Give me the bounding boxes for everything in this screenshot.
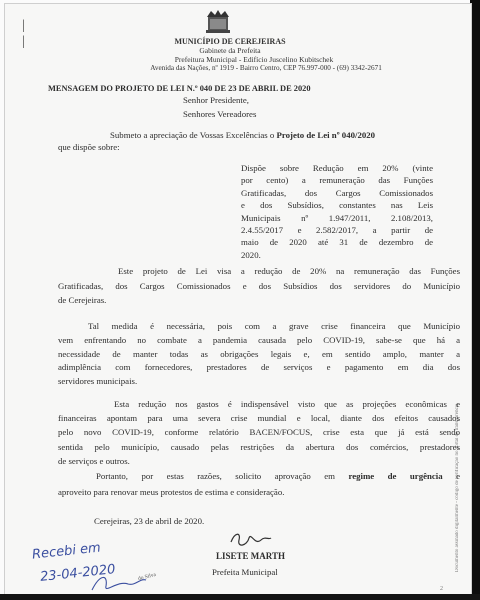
- p2-line: adimplência com fornecedores, prestadores de serviços e pagamento em dia dos: [58, 362, 460, 373]
- handwritten-received: Recebi em: [31, 540, 102, 563]
- closing-prefix: Portanto, por estas razões, solicito aprovação em: [96, 471, 349, 481]
- p3-line: de serviços e outros.: [58, 455, 130, 466]
- side-verification-code: Documento assinado digitalmente - código de verificação no portal de transparência: [455, 403, 460, 572]
- submission-prefix: Submeto a apreciação de Vossas Excelências o: [110, 130, 277, 140]
- margin-mark: |: [22, 18, 25, 33]
- p1-line: Este projeto de Lei visa a redução de 20% na remuneração das Funções: [118, 266, 460, 276]
- signer-role: Prefeita Municipal: [212, 567, 278, 577]
- abstract-line: 2020.: [241, 249, 261, 260]
- margin-mark: |: [22, 34, 25, 49]
- salutation-councilors: Senhores Vereadores: [183, 109, 257, 119]
- photo-bottom-edge: [0, 594, 480, 600]
- abstract-line: Municipais nº 1.947/2011, 2.108/2013,: [241, 212, 433, 223]
- cabinet-name: Gabinete da Prefeita: [199, 46, 261, 55]
- stamp-text: do Silva: [137, 571, 157, 583]
- page-number: 2: [440, 586, 443, 592]
- p2-line: Tal medida é necessária, pois com a grave crise financeira que Município: [88, 321, 460, 331]
- p3-line: Esta redução nos gastos é indispensável visto que as projeções econômicas e: [114, 399, 460, 409]
- header-address: Avenida das Nações, nº 1919 - Bairro Centro, CEP 76.997-000 - (69) 3342-2671: [150, 64, 382, 72]
- municipality-name: MUNICÍPIO DE CEREJEIRAS: [174, 37, 286, 46]
- p2-line: necessidade de manter todas as obrigações legais e, em sentido amplo, manter a: [58, 348, 460, 359]
- abstract-line: Dispõe sobre Redução em 20% (vinte: [241, 163, 433, 173]
- document-title: MENSAGEM DO PROJETO DE LEI N.º 040 DE 23 DE ABRIL DE 2020: [48, 84, 311, 93]
- paragraph-closing-line-2: aproveito para renovar meus protestos de estima e consideração.: [58, 487, 285, 497]
- p1-line: de Cerejeiras.: [58, 295, 107, 305]
- p1-line: Gratificadas, dos Cargos Comissionados e dos Subsídios dos servidores do Município: [58, 280, 460, 291]
- closing-suffix: e: [442, 471, 460, 481]
- abstract-line: por cento) a remuneração das Funções: [241, 175, 433, 186]
- abstract-line: 2.4.55/2017 e 2.582/2017, a partir de: [241, 225, 433, 235]
- p3-line: sentida pelo município, causado pelas restrições da abertura dos comércios, prestadores: [58, 441, 460, 452]
- signature-scribble-icon: [225, 528, 275, 552]
- paragraph-closing-line-1: [96, 470, 460, 482]
- abstract-line: maio de 2020 até 31 de dezembro de: [241, 237, 433, 248]
- municipal-crest-icon: [204, 8, 232, 34]
- building-name: Prefeitura Municipal - Edifício Juscelino Kubitschek: [174, 55, 334, 64]
- place-date: Cerejeiras, 23 de abril de 2020.: [94, 516, 205, 526]
- bill-number: Projeto de Lei nº 040/2020: [276, 130, 376, 140]
- p3-line: pelo novo COVID-19, conforme relatório BACEN/FOCUS, crise esta que já está sendo: [58, 427, 460, 438]
- abstract-line: e dos Subsídios, constantes nas Leis: [241, 200, 433, 211]
- handwritten-date: 23-04-2020: [39, 562, 117, 585]
- submission-line-2: que dispõe sobre:: [58, 142, 120, 152]
- abstract-line: Gratificadas, dos Cargos Comissionados: [241, 187, 433, 198]
- salutation-president: Senhor Presidente,: [183, 95, 249, 105]
- p2-line: vem enfrentando no combate a pandemia causada pelo COVID-19, sabe-se que há a: [58, 334, 460, 345]
- p3-line: financeiras apontam para uma severa crise mundial e local, diante dos efeitos causados: [58, 413, 460, 424]
- signer-name: LISETE MARTH: [216, 551, 285, 561]
- p2-line: servidores municipais.: [58, 376, 138, 387]
- submission-line: [110, 129, 450, 141]
- urgency-regime: regime de urgência: [348, 471, 443, 481]
